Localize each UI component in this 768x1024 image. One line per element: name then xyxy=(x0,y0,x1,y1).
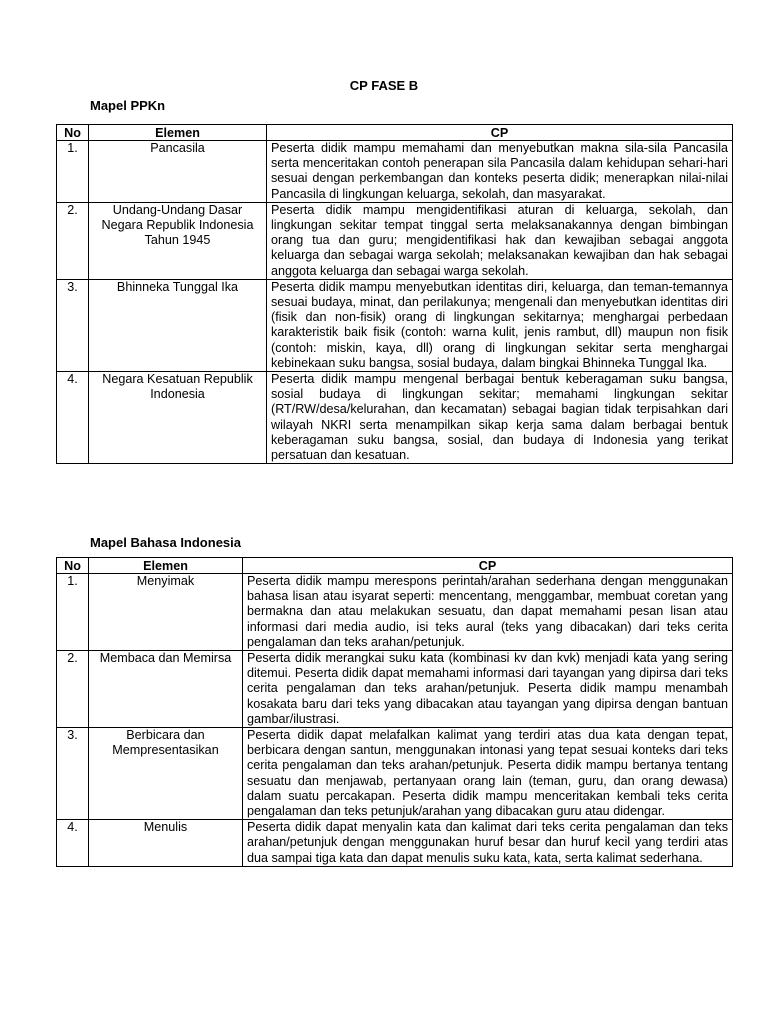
bindo-heading: Mapel Bahasa Indonesia xyxy=(90,535,241,550)
ppkn-header-cp: CP xyxy=(267,125,733,141)
ppkn-header-elemen: Elemen xyxy=(89,125,267,141)
bindo-row-cp: Peserta didik dapat melafalkan kalimat yang terdiri atas dua kata dengan tepat, berbicara dengan santun, menggunakan intonasi yang tepat sesuai konteks dari teks cerita pengalaman dan teks arahan/petunjuk. Peserta didik mampu bertanya tentang sesuatu dan menjawab, pertanyaan orang lain (teman, guru, dan orang dewasa) dalam suatu percakapan. Peserta didik mampu menceritakan kembali teks cerita pengalaman dan teks petunjuk/arahan yang dibacakan guru atau didengar. xyxy=(243,728,733,820)
ppkn-row-elemen: Bhinneka Tunggal Ika xyxy=(89,279,267,371)
ppkn-row xyxy=(57,372,733,464)
bindo-row xyxy=(57,574,733,651)
ppkn-row-no: 1. xyxy=(57,141,89,203)
ppkn-row-cp: Peserta didik mampu menyebutkan identitas diri, keluarga, dan teman-temannya sesuai budaya, minat, dan perilakunya; mengenali dan menyebutkan identitas diri (fisik dan non-fisik) orang di lingkungan sekitarnya; menghargai perbedaan karakteristik baik fisik (contoh: warna kulit, jenis rambut, dll) maupun non fisik (contoh: miskin, kaya, dll) orang di lingkungan sekitar serta menghargai kebinekaan suku bangsa, sosial budaya, dalam bingkai Bhinneka Tunggal Ika. xyxy=(267,279,733,371)
ppkn-row-cp: Peserta didik mampu mengidentifikasi aturan di keluarga, sekolah, dan lingkungan sekitar tempat tinggal serta melaksanakannya dengan bimbingan orang tua dan guru; mengidentifikasi hak dan kewajiban sebagai anggota keluarga dan sebagai warga sekolah; melaksanakan kewajiban dan hak sebagai anggota keluarga dan sebagai warga sekolah. xyxy=(267,202,733,279)
ppkn-row-no: 2. xyxy=(57,202,89,279)
bindo-row-elemen: Menulis xyxy=(89,820,243,867)
ppkn-header-row xyxy=(57,125,733,141)
ppkn-row xyxy=(57,279,733,371)
bindo-row xyxy=(57,651,733,728)
page-title: CP FASE B xyxy=(349,78,419,93)
bindo-header-elemen: Elemen xyxy=(89,558,243,574)
ppkn-row-elemen: Negara Kesatuan Republik Indonesia xyxy=(89,372,267,464)
bindo-row-cp: Peserta didik mampu merespons perintah/arahan sederhana dengan menggunakan bahasa lisan atau isyarat seperti: mencentang, menggambar, membuat coretan yang bermakna dan atau melakukan sesuatu, dan dapat memahami pesan lisan atau informasi dari media audio, isi teks aural (teks yang dibacakan) dari teks cerita pengalaman dan teks arahan/petunjuk. xyxy=(243,574,733,651)
bindo-row-elemen: Membaca dan Memirsa xyxy=(89,651,243,728)
ppkn-row xyxy=(57,141,733,203)
bindo-row xyxy=(57,728,733,820)
ppkn-row-cp: Peserta didik mampu mengenal berbagai bentuk keberagaman suku bangsa, sosial budaya di lingkungan sekitar; memahami lingkungan sekitar (RT/RW/desa/kelurahan, dan kecamatan) sebagai bagian tidak terpisahkan dari wilayah NKRI serta menampilkan sikap kerja sama dalam berbagai bentuk keberagaman suku bangsa, sosial, dan budaya di Indonesia yang terikat persatuan dan kesatuan. xyxy=(267,372,733,464)
ppkn-header-no: No xyxy=(57,125,89,141)
bindo-header-row xyxy=(57,558,733,574)
ppkn-row-no: 4. xyxy=(57,372,89,464)
ppkn-row xyxy=(57,202,733,279)
bindo-row-elemen: Berbicara dan Mempresentasikan xyxy=(89,728,243,820)
ppkn-row-cp: Peserta didik mampu memahami dan menyebutkan makna sila-sila Pancasila serta menceritakan contoh penerapan sila Pancasila dalam kehidupan sehari-hari sesuai dengan perkembangan dan konteks peserta didik; menerapkan nilai-nilai Pancasila di lingkungan keluarga, sekolah, dan masyarakat. xyxy=(267,141,733,203)
bindo-row-cp: Peserta didik merangkai suku kata (kombinasi kv dan kvk) menjadi kata yang sering ditemui. Peserta didik dapat memahami informasi dari tayangan yang dipirsa dari teks cerita pengalaman dan teks arahan/petunjuk. Peserta didik mampu menambah kosakata baru dari teks yang dibacakan atau tayangan yang dipirsa dengan bantuan gambar/ilustrasi. xyxy=(243,651,733,728)
bindo-row-no: 1. xyxy=(57,574,89,651)
ppkn-table xyxy=(56,124,733,464)
bindo-row xyxy=(57,820,733,867)
ppkn-row-no: 3. xyxy=(57,279,89,371)
bindo-row-elemen: Menyimak xyxy=(89,574,243,651)
bindo-header-cp: CP xyxy=(243,558,733,574)
bindo-row-cp: Peserta didik dapat menyalin kata dan kalimat dari teks cerita pengalaman dan teks arahan/petunjuk dengan menggunakan huruf besar dan huruf kecil yang terdiri atas dua sampai tiga kata dan dapat menulis suku kata, kata, serta kalimat sederhana. xyxy=(243,820,733,867)
ppkn-row-elemen: Pancasila xyxy=(89,141,267,203)
bindo-row-no: 2. xyxy=(57,651,89,728)
bindo-header-no: No xyxy=(57,558,89,574)
bindo-row-no: 3. xyxy=(57,728,89,820)
bindo-row-no: 4. xyxy=(57,820,89,867)
ppkn-heading: Mapel PPKn xyxy=(90,98,166,113)
ppkn-row-elemen: Undang-Undang Dasar Negara Republik Indonesia Tahun 1945 xyxy=(89,202,267,279)
bindo-table xyxy=(56,557,733,867)
